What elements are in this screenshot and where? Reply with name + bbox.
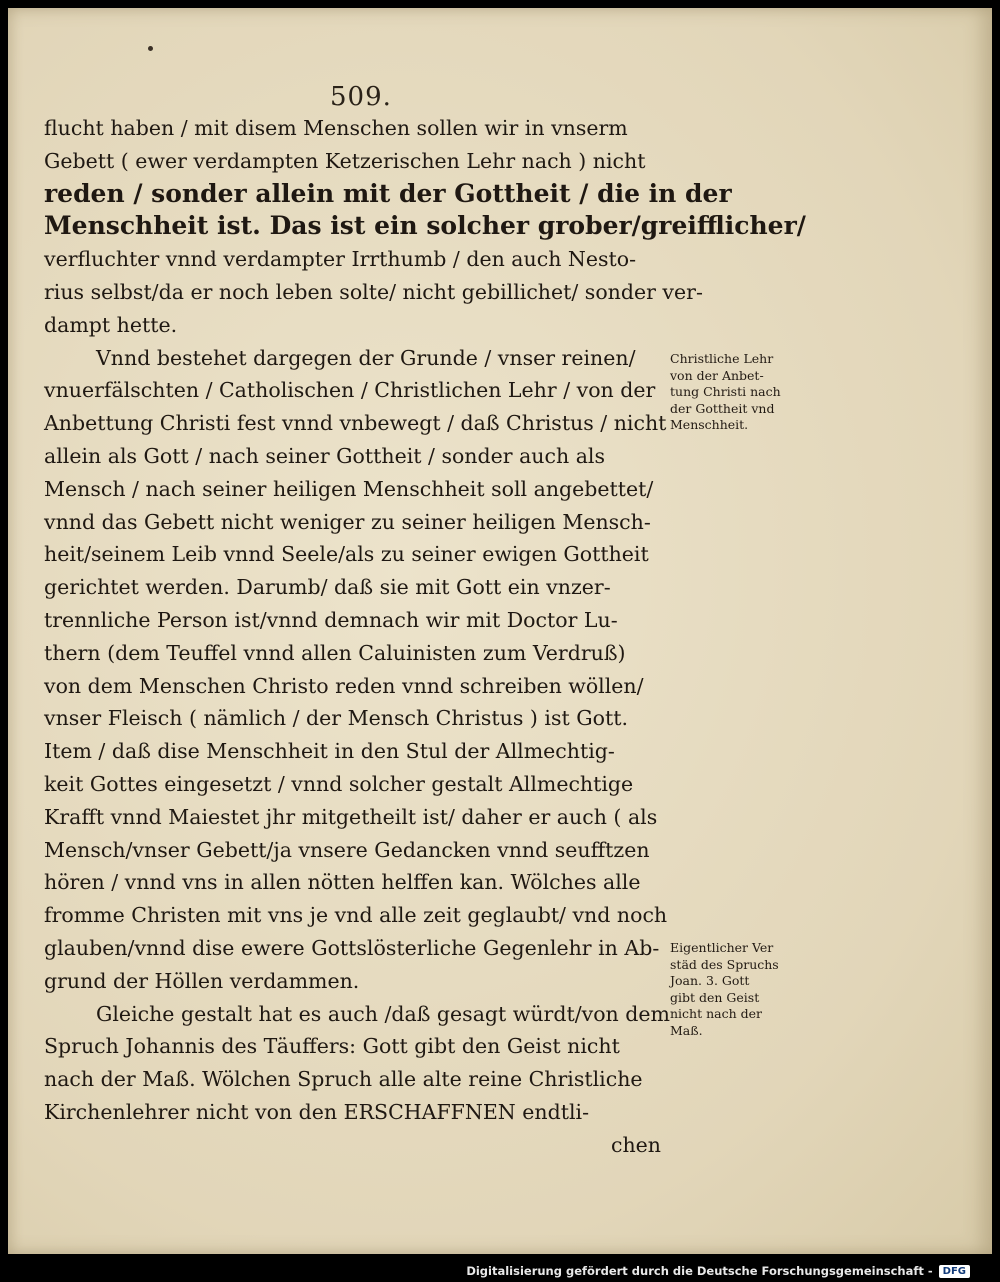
- text-line: verfluchter vnnd verdampter Irrthumb / den auch Nesto-: [44, 247, 637, 272]
- text-line: Anbettung Christi fest vnnd vnbewegt / daß Christus / nicht: [44, 411, 667, 436]
- text-line: allein als Gott / nach seiner Gottheit / sonder auch als: [44, 443, 605, 468]
- text-line: Mensch / nach seiner heiligen Menschheit soll angebettet/: [44, 476, 654, 501]
- text-line: Kirchenlehrer nicht von den ERSCHAFFNEN endtli-: [44, 1099, 589, 1124]
- margin-note-line: gibt den Geist: [670, 989, 760, 1005]
- text-line: trennliche Person ist/vnnd demnach wir mit Doctor Lu-: [44, 607, 618, 632]
- text-line: fromme Christen mit vns je vnd alle zeit geglaubt/ vnd noch: [44, 903, 668, 928]
- margin-note-line: Menschheit.: [670, 417, 749, 432]
- text-line: von dem Menschen Christo reden vnnd schreiben wöllen/: [44, 673, 644, 698]
- text-line: Spruch Johannis des Täuffers: Gott gibt den Geist nicht: [44, 1034, 620, 1059]
- margin-note-line: von der Anbet-: [670, 367, 764, 383]
- text-line: glauben/vnnd dise ewere Gottslösterliche Gegenlehr in Ab-: [44, 935, 660, 960]
- text-line: Menschheit ist. Das ist ein solcher grober/greifflicher/: [44, 211, 806, 241]
- ink-dot: [148, 46, 153, 51]
- margin-note-2: [670, 940, 820, 1039]
- footer-credit: [466, 1264, 970, 1278]
- text-line: Vnnd bestehet dargegen der Grunde / vnser reinen/: [96, 345, 636, 370]
- margin-note-line: der Gottheit vnd: [670, 400, 775, 416]
- text-line: thern (dem Teuffel vnnd allen Caluinisten zum Verdruß): [44, 640, 626, 665]
- text-line: Item / daß dise Menschheit in den Stul der Allmechtig-: [44, 739, 615, 764]
- text-line: dampt hette.: [44, 312, 178, 337]
- text-line: Gleiche gestalt hat es auch /daß gesagt würdt/von dem: [96, 1001, 670, 1026]
- margin-note-line: Maß.: [670, 1022, 703, 1038]
- dfg-logo: DFG: [939, 1265, 970, 1278]
- margin-note-line: Eigentlicher Ver: [670, 940, 774, 955]
- scanned-page: [8, 8, 992, 1254]
- text-line: hören / vnnd vns in allen nötten helffen kan. Wölches alle: [44, 870, 641, 895]
- margin-note-line: Christliche Lehr: [670, 351, 774, 366]
- text-line: Gebett ( ewer verdampten Ketzerischen Lehr nach ) nicht: [44, 148, 646, 173]
- text-line: vnnd das Gebett nicht weniger zu seiner heiligen Mensch-: [44, 509, 651, 534]
- page-number: 509.: [330, 82, 392, 112]
- margin-note-line: nicht nach der: [670, 1006, 762, 1021]
- text-line: vnuerfälschten / Catholischen / Christlichen Lehr / von der: [44, 378, 656, 403]
- text-line: Krafft vnnd Maiestet jhr mitgetheilt ist/ daher er auch ( als: [44, 804, 658, 829]
- text-line: grund der Höllen verdammen.: [44, 968, 360, 993]
- text-line: keit Gottes eingesetzt / vnnd solcher gestalt Allmechtige: [44, 771, 634, 796]
- catchword: chen: [610, 1132, 661, 1157]
- text-line: rius selbst/da er noch leben solte/ nicht gebillichet/ sonder ver-: [44, 279, 703, 304]
- text-line: gerichtet werden. Darumb/ daß sie mit Gott ein vnzer-: [44, 575, 611, 600]
- margin-note-1: [670, 351, 820, 434]
- text-line: flucht haben / mit disem Menschen sollen wir in vnserm: [44, 116, 628, 140]
- margin-note-line: städ des Spruchs: [670, 956, 779, 972]
- text-line: nach der Maß. Wölchen Spruch alle alte reine Christliche: [44, 1067, 643, 1092]
- text-line: Mensch/vnser Gebett/ja vnsere Gedancken vnnd seufftzen: [44, 837, 650, 862]
- text-line: reden / sonder allein mit der Gottheit / die in der: [44, 178, 732, 208]
- margin-note-line: tung Christi nach: [670, 384, 781, 399]
- text-line: vnser Fleisch ( nämlich / der Mensch Christus ) ist Gott.: [44, 706, 628, 731]
- footer-text: Digitalisierung gefördert durch die Deutsche Forschungsgemeinschaft -: [466, 1264, 933, 1278]
- text-line: heit/seinem Leib vnnd Seele/als zu seiner ewigen Gottheit: [44, 542, 649, 567]
- margin-note-line: Joan. 3. Gott: [670, 973, 750, 988]
